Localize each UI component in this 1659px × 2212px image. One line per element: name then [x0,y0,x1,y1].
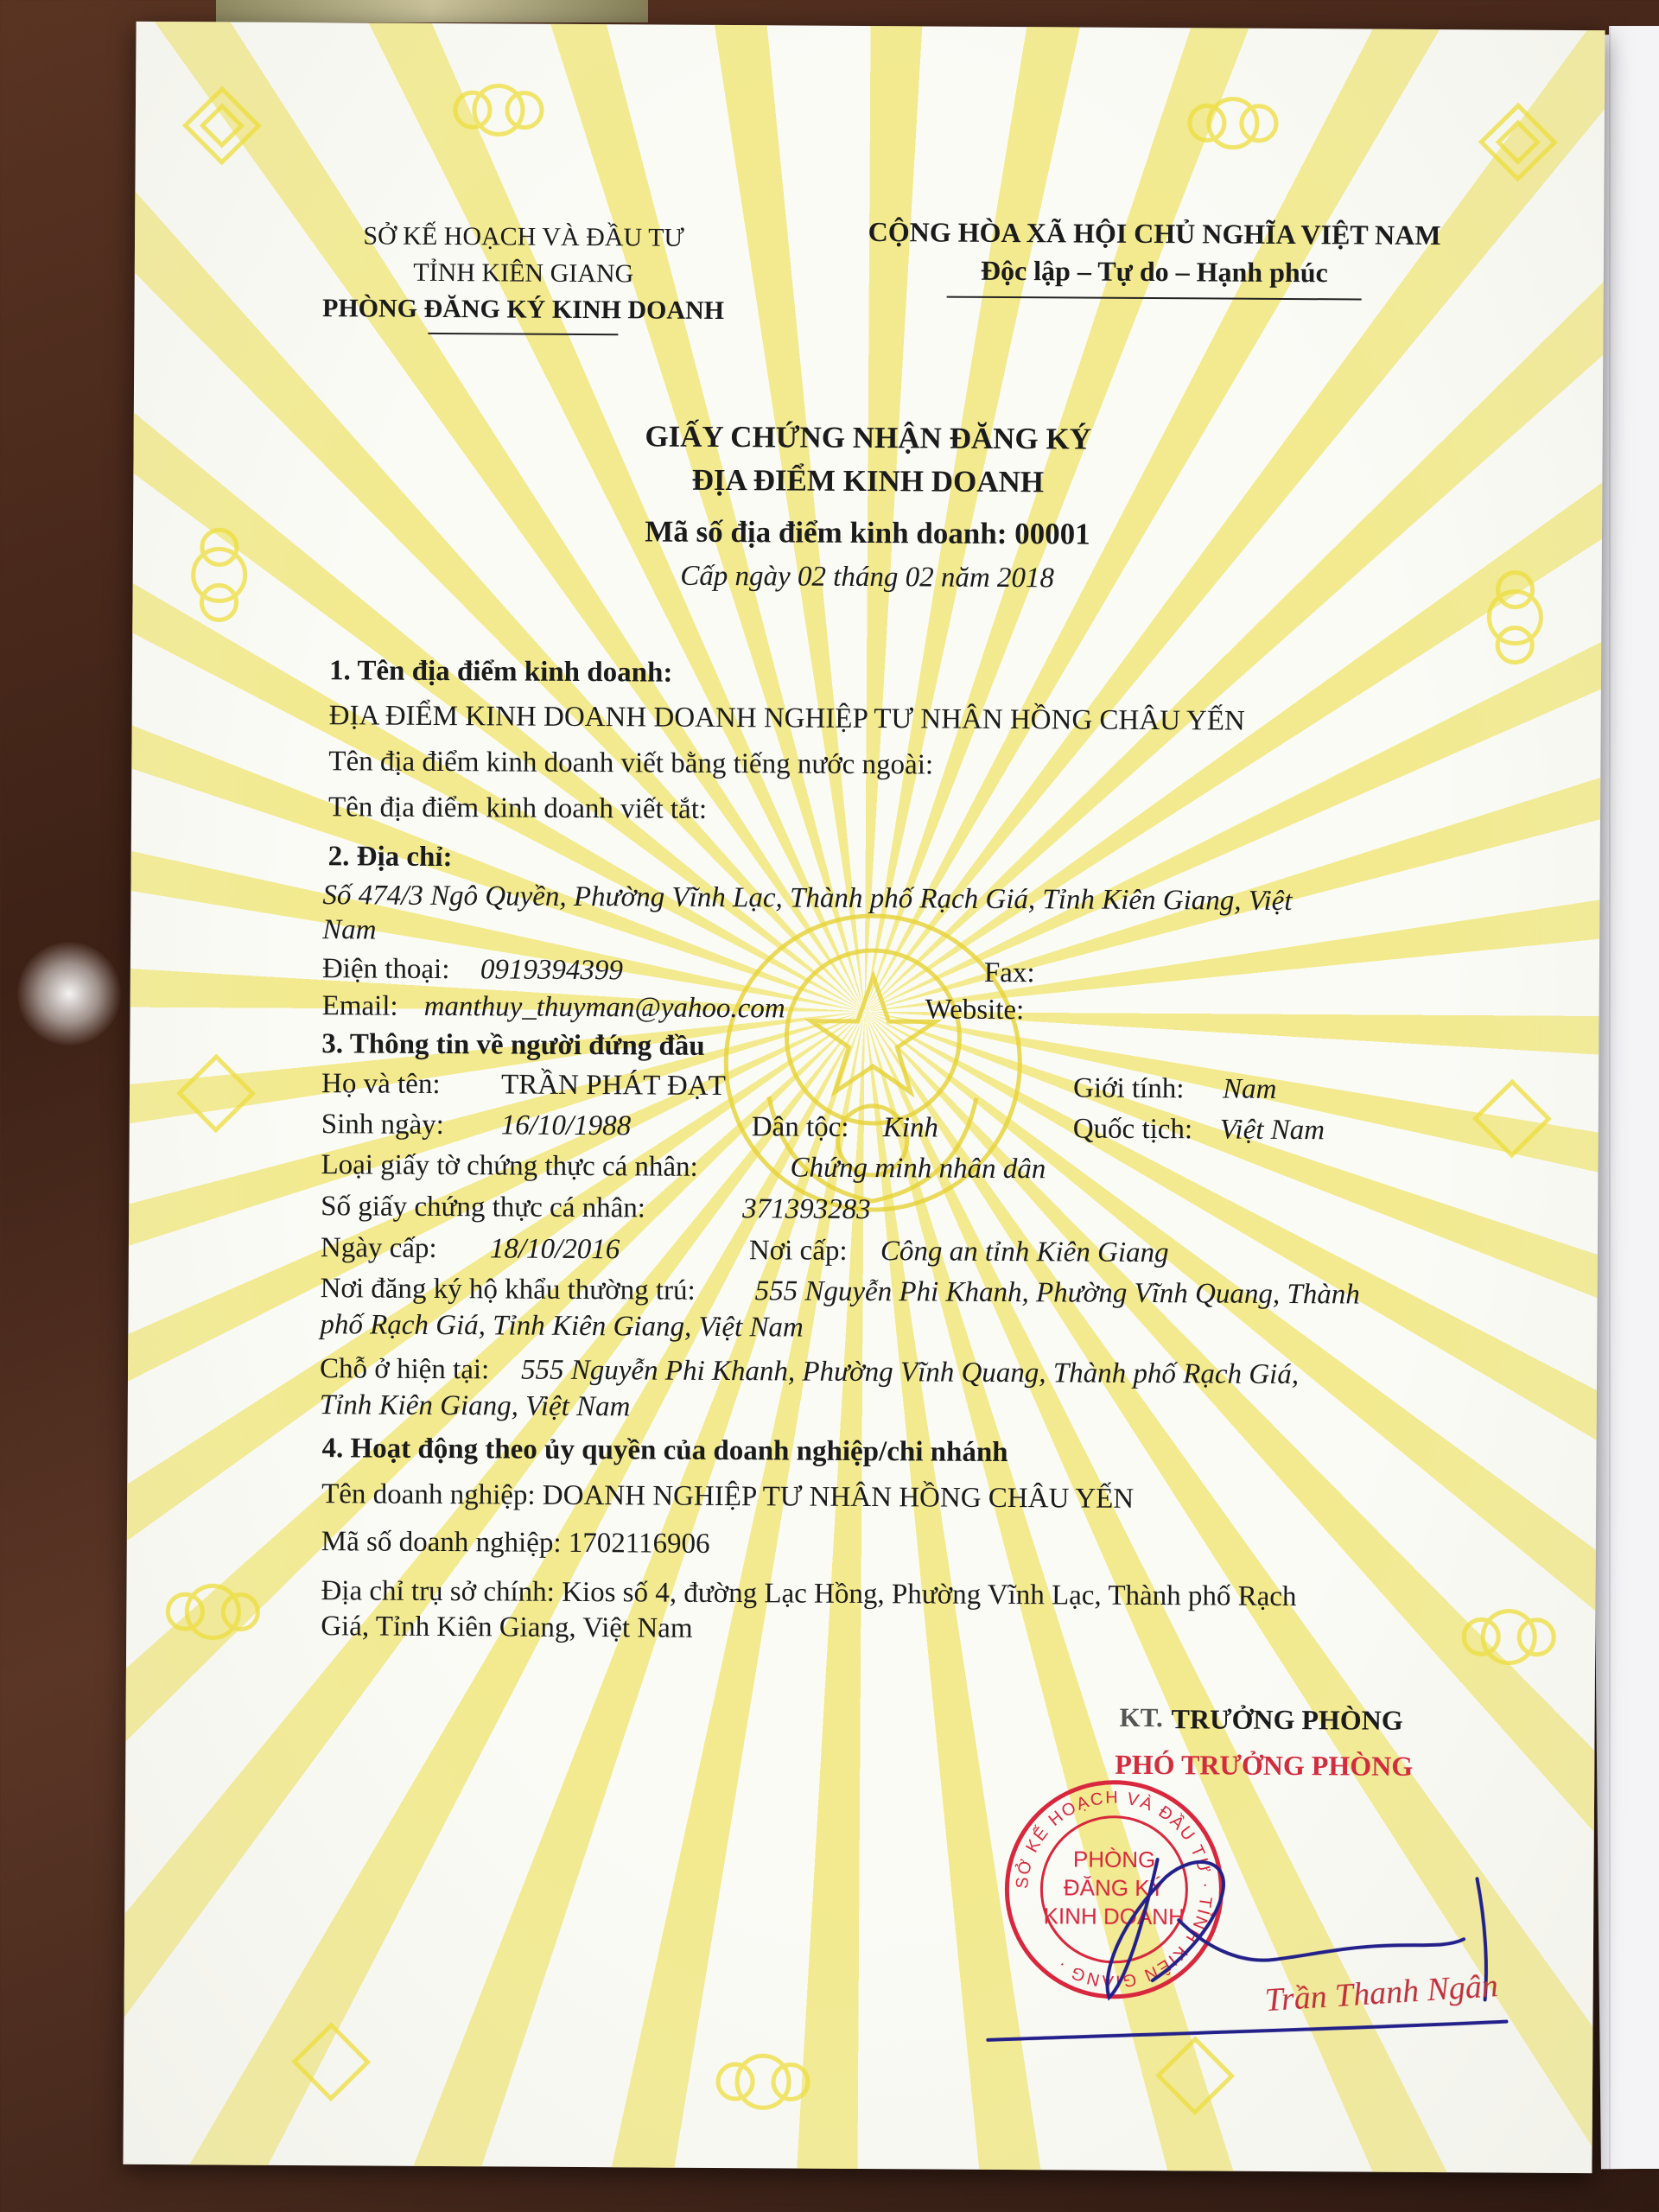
current-address-line1: 555 Nguyễn Phi Khanh, Phường Vĩnh Quang, Thành phố Rạch Giá, [520,1354,1300,1391]
phone-label: Điện thoại: [321,953,450,986]
banknote-edge [216,0,648,22]
table-light-reflection [17,942,121,1046]
stamp-ring-text: SỞ KẾ HOẠCH VÀ ĐẦU TƯ · TỈNH KIÊN GIANG · [1013,1788,1216,1992]
id-type-label: Loại giấy tờ chứng thực cá nhân: [321,1149,698,1183]
gender-label: Giới tính: [1072,1072,1185,1105]
stamp-line1: PHÒNG [1072,1846,1156,1873]
current-address-label: Chỗ ở hiện tại: [319,1353,490,1386]
website-label: Website: [925,994,1025,1027]
stamp-line3: KINH DOANH [1043,1903,1185,1930]
header-department: SỞ KẾ HOẠCH VÀ ĐẦU TƯ [363,221,684,252]
id-issue-place-value: Công an tỉnh Kiên Giang [880,1236,1169,1269]
header-country: CỘNG HÒA XÃ HỘI CHỦ NGHĨA VIỆT NAM [868,216,1441,251]
headquarters-line2: Giá, Tỉnh Kiên Giang, Việt Nam [321,1611,693,1644]
dob-label: Sinh ngày: [321,1109,444,1141]
nationality-value: Việt Nam [1219,1114,1325,1147]
document-subtitle: ĐỊA ĐIỂM KINH DOANH [691,462,1045,499]
id-number-value: 371393283 [742,1193,871,1226]
fax-label: Fax: [983,957,1035,989]
email-value: manthuy_thuyman@yahoo.com [423,990,785,1025]
location-code: Mã số địa điểm kinh doanh: 00001 [645,514,1090,551]
adjacent-page-edge [1609,26,1659,2169]
id-issue-date-value: 18/10/2016 [489,1233,620,1266]
id-issue-place-label: Nơi cấp: [748,1235,848,1267]
address-line2: Nam [322,914,377,946]
section1-heading: 1. Tên địa điểm kinh doanh: [328,655,673,689]
stamp-line2: ĐĂNG KÝ [1063,1874,1166,1902]
ethnic-label: Dân tộc: [751,1111,849,1143]
signature-prefix: KT. [1119,1701,1163,1733]
residence-line2: phố Rạch Giá, Tỉnh Kiên Giang, Việt Nam [320,1309,804,1344]
section2-heading: 2. Địa chỉ: [327,841,453,874]
headquarters-line1: Địa chỉ trụ sở chính: Kios số 4, đường Lạc Hồng, Phường Vĩnh Lạc, Thành phố Rạch [321,1575,1297,1613]
header-motto: Độc lập – Tự do – Hạnh phúc [980,254,1328,289]
residence-line1: 555 Nguyễn Phi Khanh, Phường Vĩnh Quang, Thành [754,1275,1360,1311]
nationality-label: Quốc tịch: [1072,1113,1193,1146]
residence-label: Nơi đăng ký hộ khẩu thường trú: [320,1273,696,1306]
name-value: TRẦN PHÁT ĐẠT [500,1069,726,1103]
ethnic-value: Kinh [882,1112,939,1144]
foreign-name-label: Tên địa điểm kinh doanh viết bằng tiếng nước ngoài: [328,746,934,781]
section3-heading: 3. Thông tin về người đứng đầu [321,1028,705,1062]
name-label: Họ và tên: [321,1068,441,1101]
location-name: ĐỊA ĐIỂM KINH DOANH DOANH NGHIỆP TƯ NHÂN HỒNG CHÂU YẾN [328,700,1245,737]
section4-heading: 4. Hoạt động theo ủy quyền của doanh nghiệp/chi nhánh [321,1433,1008,1469]
header-province: TỈNH KIÊN GIANG [413,257,634,289]
id-number-label: Số giấy chứng thực cá nhân: [321,1191,646,1224]
header-office: PHÒNG ĐĂNG KÝ KINH DOANH [321,294,725,325]
email-label: Email: [321,990,398,1022]
dob-value: 16/10/1988 [500,1109,632,1142]
document-title: GIẤY CHỨNG NHẬN ĐĂNG KÝ [645,419,1092,456]
address-line1: Số 474/3 Ngô Quyền, Phường Vĩnh Lạc, Thành phố Rạch Giá, Tỉnh Kiên Giang, Việt [322,880,1293,918]
current-address-line2: Tỉnh Kiên Giang, Việt Nam [319,1389,631,1423]
phone-value: 0919394399 [480,954,624,987]
signature-deputy-title: PHÓ TRƯỞNG PHÒNG [1115,1748,1414,1782]
signature-title: TRƯỞNG PHÒNG [1171,1703,1403,1736]
signer-name: Trần Thanh Ngân [1263,1967,1500,2019]
issue-date: Cấp ngày 02 tháng 02 năm 2018 [680,560,1055,594]
gender-value: Nam [1222,1073,1277,1105]
id-type-value: Chứng minh nhân dân [790,1152,1046,1185]
company-name-line: Tên doanh nghiệp: DOANH NGHIỆP TƯ NHÂN HỒNG CHÂU YẾN [321,1478,1135,1515]
certificate-page [123,22,1605,2173]
company-code-line: Mã số doanh nghiệp: 1702116906 [321,1526,710,1560]
id-issue-date-label: Ngày cấp: [320,1232,437,1264]
short-name-label: Tên địa điểm kinh doanh viết tắt: [327,791,708,825]
handwritten-signature [979,1781,1516,2069]
